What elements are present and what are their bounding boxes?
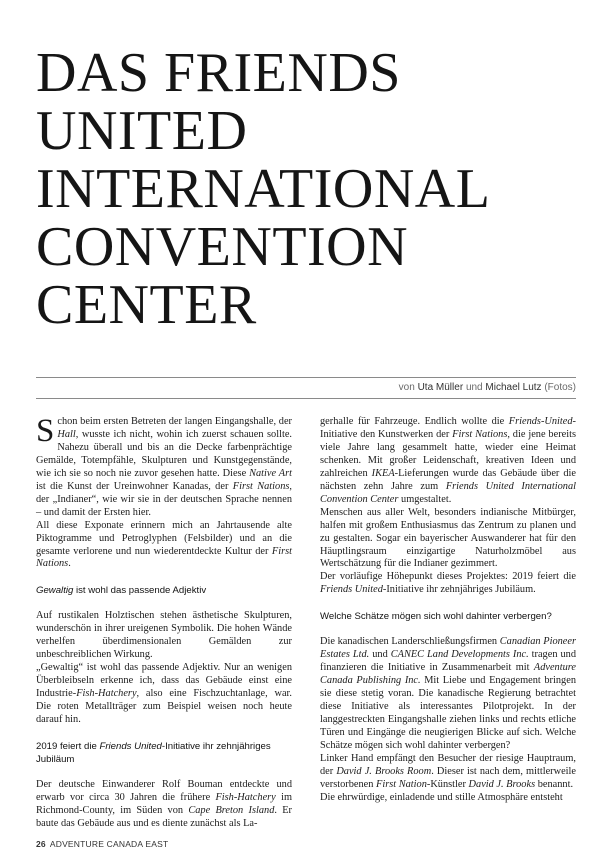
text: Die ehrwürdige, einladende und stille Atmosphäre entsteht — [320, 791, 563, 803]
text: All diese Exponate erinnern mich an Jahrtausende alte Piktogramme und Petroglyphen (Felsbilder) und an die gesamte verlorene und nun wiederentdeckte Kultur der — [36, 519, 292, 557]
text: Linker Hand empfängt den Besucher der riesige Hauptraum, der — [320, 752, 576, 777]
text-italic: IKEA — [371, 467, 395, 479]
byline-credit: (Fotos) — [544, 382, 576, 393]
byline — [36, 382, 576, 394]
text: gerhalle für Fahrzeuge. Endlich wollte die — [320, 416, 509, 427]
text-italic: Fish-Hatchery — [215, 791, 276, 803]
title-line: CONVENTION — [36, 216, 409, 278]
text: und — [369, 649, 391, 661]
text-italic: Gewaltig — [36, 585, 74, 597]
title-line: UNITED — [36, 100, 248, 162]
text: Der vorläufige Höhepunkt dieses Projektes: 2019 feiert die — [320, 571, 576, 583]
section-heading — [36, 740, 292, 766]
text-italic: Friends United International Convention Center — [320, 480, 576, 505]
text: ist die Kunst der Ureinwohner Kanadas, der — [36, 480, 233, 492]
paragraph — [36, 520, 292, 572]
text-italic: Native Art — [249, 467, 292, 479]
text: benannt. — [535, 778, 574, 790]
magazine-name: ADVENTURE CANADA EAST — [49, 839, 169, 849]
text: , der „Indianer“, wie wir sie in der deutschen Sprache nennen – und damit der Ersten hier. — [36, 480, 292, 518]
paragraph — [320, 507, 576, 572]
text-italic: Cape Breton Island — [188, 804, 275, 816]
text: ist wohl das passende Adjektiv — [73, 585, 207, 597]
byline-und: und — [465, 382, 483, 393]
text: , also eine Fischzuchtanlage, war. Die roten Metallträger zum Beispiel weisen noch heute darauf hin. — [36, 688, 292, 726]
text: . Er baute das Gebäude aus und es diente zunächst als La- — [36, 804, 293, 829]
text-italic: First Nation — [376, 778, 427, 790]
text-italic: Friends United — [99, 741, 162, 753]
text: -Initiative den Kunstwerken der — [320, 416, 576, 440]
paragraph — [320, 636, 576, 753]
text-italic: Friends-United — [508, 416, 573, 427]
text: Mit Liebe und Engagement bringen sie diese stetig voran. Die kanadische Regierung betrachtet diese Initiative als interessantes Pilotprojekt. In der langgestreckten Eingangshalle ziehen links und rechts etliche Türen und Eingänge die neugierigen Blicke auf sich. Welche Schätze mögen sich wohl dahinter verbergen? — [320, 675, 576, 751]
text-italic: David J. Brooks Room — [336, 765, 432, 777]
text: „Gewaltig“ ist wohl das passende Adjektiv. Nur an wenigen Überbleibseln erkenne ich, dass das Gebäude einst eine Industrie- — [36, 662, 292, 700]
text-italic: CANEC Land Developments Inc. — [390, 649, 529, 661]
text: 2019 feiert die — [36, 741, 100, 753]
text: umgestaltet. — [398, 493, 452, 505]
left-column — [36, 413, 293, 831]
text: Menschen aus aller Welt, besonders indianische Mitbürger, halfen mit großem Enthusiasmus das Zentrum zu planen und zu gestalten. Sogar ein bayerischer Auswanderer hat für den Häuptlingsraum einzigartige Naturholzmöbel aus Wertschätzung für die Indianer gezimmert. — [320, 506, 576, 570]
text: Der deutsche Einwanderer Rolf Bouman entdeckte und erwarb vor circa 30 Jahren die frühere — [36, 779, 292, 803]
text: Die kanadischen Landerschließungsfirmen — [320, 636, 500, 648]
section-heading: Welche Schätze mögen sich wohl dahinter verbergen? — [320, 611, 552, 623]
text: -Lieferungen wurde das Gebäude über die nächsten zehn Jahre zum — [320, 467, 576, 492]
text: . Dieser ist nach dem, mittlerweile verstorbenen — [320, 765, 577, 790]
text: -Initiative ihr zehnjähriges Jubiläum — [36, 741, 271, 766]
paragraph — [320, 753, 576, 792]
text: , die jene bereits viele Jahre lang gesammelt hatte, wieder eine Heimat schenken. Mit großer Leidenschaft, kreativen Ideen und zahlreichen — [320, 428, 577, 479]
text: Auf rustikalen Holztischen stehen ästhetische Skulpturen, wunderschön in ihrer ureigenen Symbolik. Die hohen Wände verhelfen überdimensionalen Gemälden zur unbeschreiblichen Wirkung. — [36, 610, 292, 661]
page-number: 26 — [36, 839, 46, 849]
paragraph — [36, 779, 292, 831]
text-italic: First Nations — [232, 480, 290, 492]
top-rule — [36, 377, 576, 378]
text-italic: Hall — [57, 428, 76, 440]
text-italic: Fish-Hatchery — [76, 688, 137, 700]
text: -Künstler — [426, 778, 469, 790]
page-footer — [36, 839, 168, 849]
paragraph — [320, 792, 576, 805]
text-italic: First Nations — [452, 428, 508, 440]
text: im Richmond-County, im Süden von — [36, 791, 292, 816]
section-heading — [36, 584, 292, 597]
byline-author-2: Michael Lutz — [485, 382, 542, 393]
text-italic: Adventure Canada Publishing Inc. — [320, 662, 576, 687]
text: -Initiative ihr zehnjähriges Jubiläum. — [382, 584, 536, 596]
drop-cap: S — [36, 413, 55, 449]
text-italic: Friends United — [320, 584, 383, 596]
paragraph — [320, 571, 576, 597]
text: chon beim ersten Betreten der langen Eingangshalle, der — [57, 416, 292, 427]
title-line: DAS FRIENDS — [36, 42, 401, 104]
paragraph — [36, 413, 292, 520]
paragraph — [36, 662, 292, 727]
text-italic: First Nations — [36, 545, 292, 570]
text-italic: Canadian Pioneer Estates Ltd. — [320, 636, 577, 661]
byline-author-1: Uta Müller — [417, 382, 464, 393]
byline-von: von — [398, 382, 415, 393]
article-title — [36, 44, 576, 334]
right-column — [320, 416, 576, 805]
title-line: CENTER — [36, 274, 257, 336]
text: , wusste ich nicht, wohin ich zuerst schauen sollte. Nahezu überall und bis an die Decke farbenprächtige Gemälde, Totempfähle, Skulpturen und Kunstgegenstände, wie ich sie so noch nie zuvor gesehen hatte. Diese — [36, 428, 292, 479]
paragraph — [36, 610, 292, 662]
byline-rule — [36, 398, 576, 399]
text: tragen und finanzieren die Initiative in Zusammenarbeit mit — [320, 649, 576, 674]
text-italic: David J. Brooks — [468, 778, 536, 790]
paragraph — [320, 416, 576, 507]
title-line: INTERNATIONAL — [36, 158, 491, 220]
text: . — [68, 558, 71, 570]
